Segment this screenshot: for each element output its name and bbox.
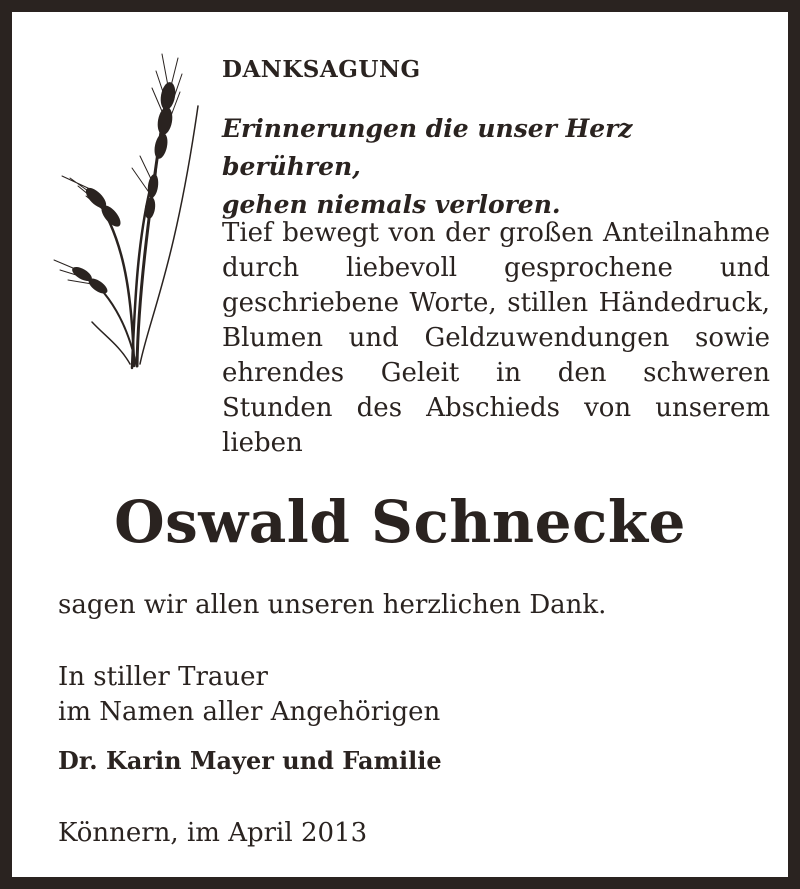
notice-heading: DANKSAGUNG [222, 56, 421, 83]
mourning-line-2: im Namen aller Angehörigen [58, 697, 441, 727]
thanks-line: sagen wir allen unseren herzlichen Dank. [58, 590, 607, 620]
signer-name: Dr. Karin Mayer und Familie [58, 746, 442, 775]
place-date: Könnern, im April 2013 [58, 818, 368, 848]
motto [222, 110, 772, 224]
wheat-ears-icon [40, 46, 210, 376]
mourning-line-1: In stiller Trauer [58, 662, 268, 692]
thanks-paragraph: Tief bewegt von der großen Anteilnahme durch liebevoll gesprochene und geschriebene Worte, stillen Händedruck, Blumen und Geldzuwendungen sowie ehrendes Geleit in den schweren Stunden des Abschieds von unserem lieben [222, 218, 770, 458]
motto-line-2: gehen niemals verloren. [222, 190, 561, 219]
motto-line-1: Erinnerungen die unser Herz berühren, [222, 114, 633, 181]
deceased-name: Oswald Schnecke [114, 488, 686, 556]
